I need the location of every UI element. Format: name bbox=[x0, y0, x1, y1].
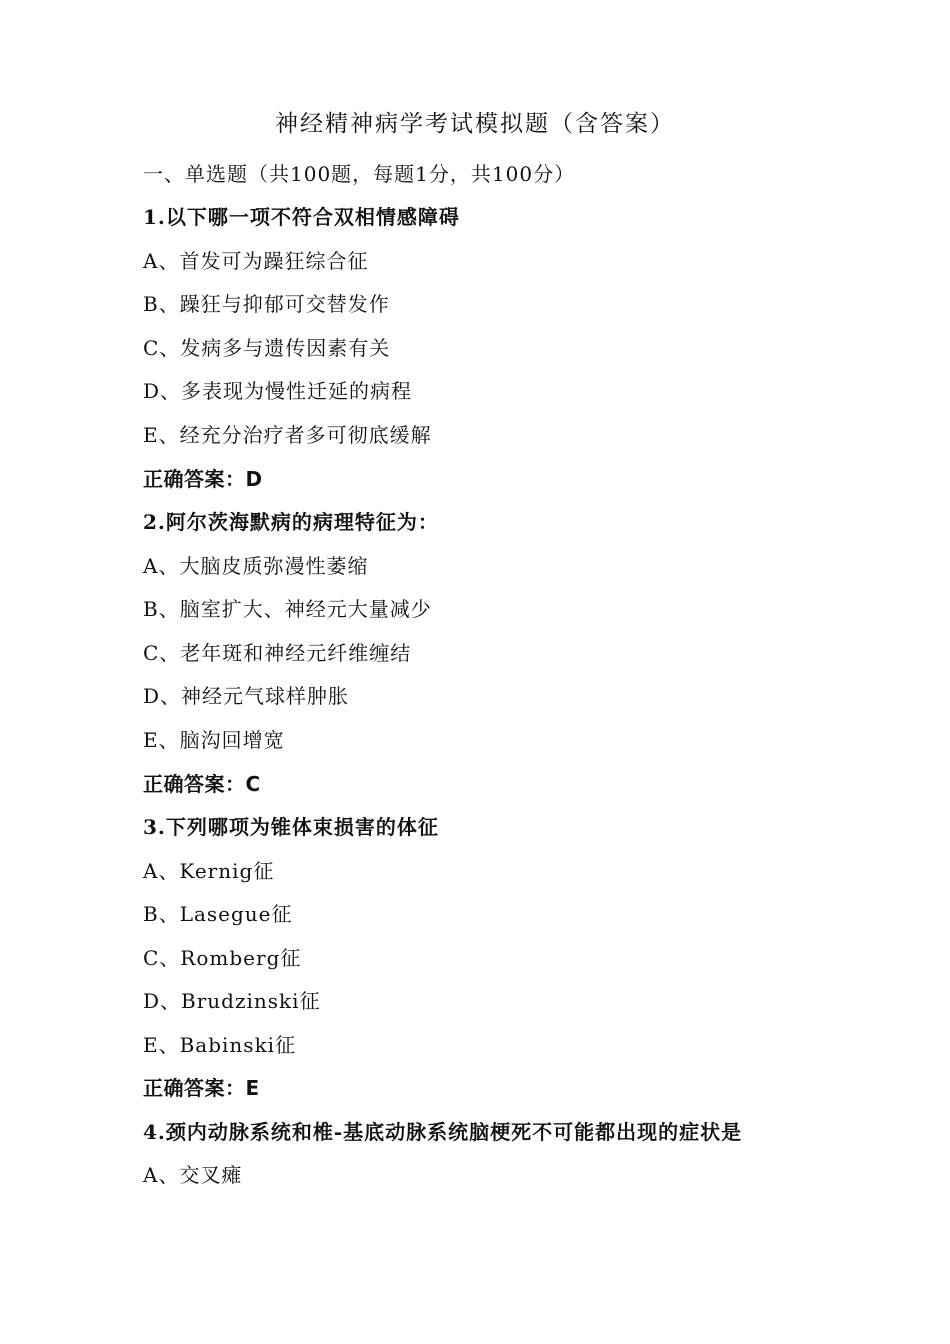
answer-1: 正确答案：D bbox=[143, 467, 263, 491]
document-title: 神经精神病学考试模拟题（含答案） bbox=[275, 111, 675, 137]
option-1-a: A、首发可为躁狂综合征 bbox=[143, 249, 369, 273]
option-3-c: C、Romberg征 bbox=[143, 946, 302, 970]
option-2-b: B、脑室扩大、神经元大量减少 bbox=[143, 597, 432, 621]
section-heading: 一、单选题（共100题，每题1分，共100分） bbox=[143, 162, 576, 186]
option-1-b: B、躁狂与抑郁可交替发作 bbox=[143, 292, 390, 316]
option-2-e: E、脑沟回增宽 bbox=[143, 728, 285, 752]
option-3-a: A、Kernig征 bbox=[143, 859, 275, 883]
option-1-c: C、发病多与遗传因素有关 bbox=[143, 336, 391, 360]
option-3-e: E、Babinski征 bbox=[143, 1033, 297, 1057]
option-2-d: D、神经元气球样肿胀 bbox=[143, 684, 350, 708]
option-1-d: D、多表现为慢性迁延的病程 bbox=[143, 379, 413, 403]
answer-3: 正确答案：E bbox=[143, 1076, 260, 1100]
option-2-c: C、老年斑和神经元纤维缠结 bbox=[143, 641, 412, 665]
question-stem-1: 1.以下哪一项不符合双相情感障碍 bbox=[143, 205, 460, 229]
option-1-e: E、经充分治疗者多可彻底缓解 bbox=[143, 423, 432, 447]
question-stem-4: 4.颈内动脉系统和椎-基底动脉系统脑梗死不可能都出现的症状是 bbox=[143, 1120, 743, 1144]
option-4-a: A、交叉瘫 bbox=[143, 1163, 243, 1187]
option-3-d: D、Brudzinski征 bbox=[143, 989, 321, 1013]
option-2-a: A、大脑皮质弥漫性萎缩 bbox=[143, 554, 369, 578]
option-3-b: B、Lasegue征 bbox=[143, 902, 293, 926]
question-stem-2: 2.阿尔茨海默病的病理特征为： bbox=[143, 510, 439, 534]
question-stem-3: 3.下列哪项为锥体束损害的体征 bbox=[143, 815, 439, 839]
answer-2: 正确答案：C bbox=[143, 772, 261, 796]
